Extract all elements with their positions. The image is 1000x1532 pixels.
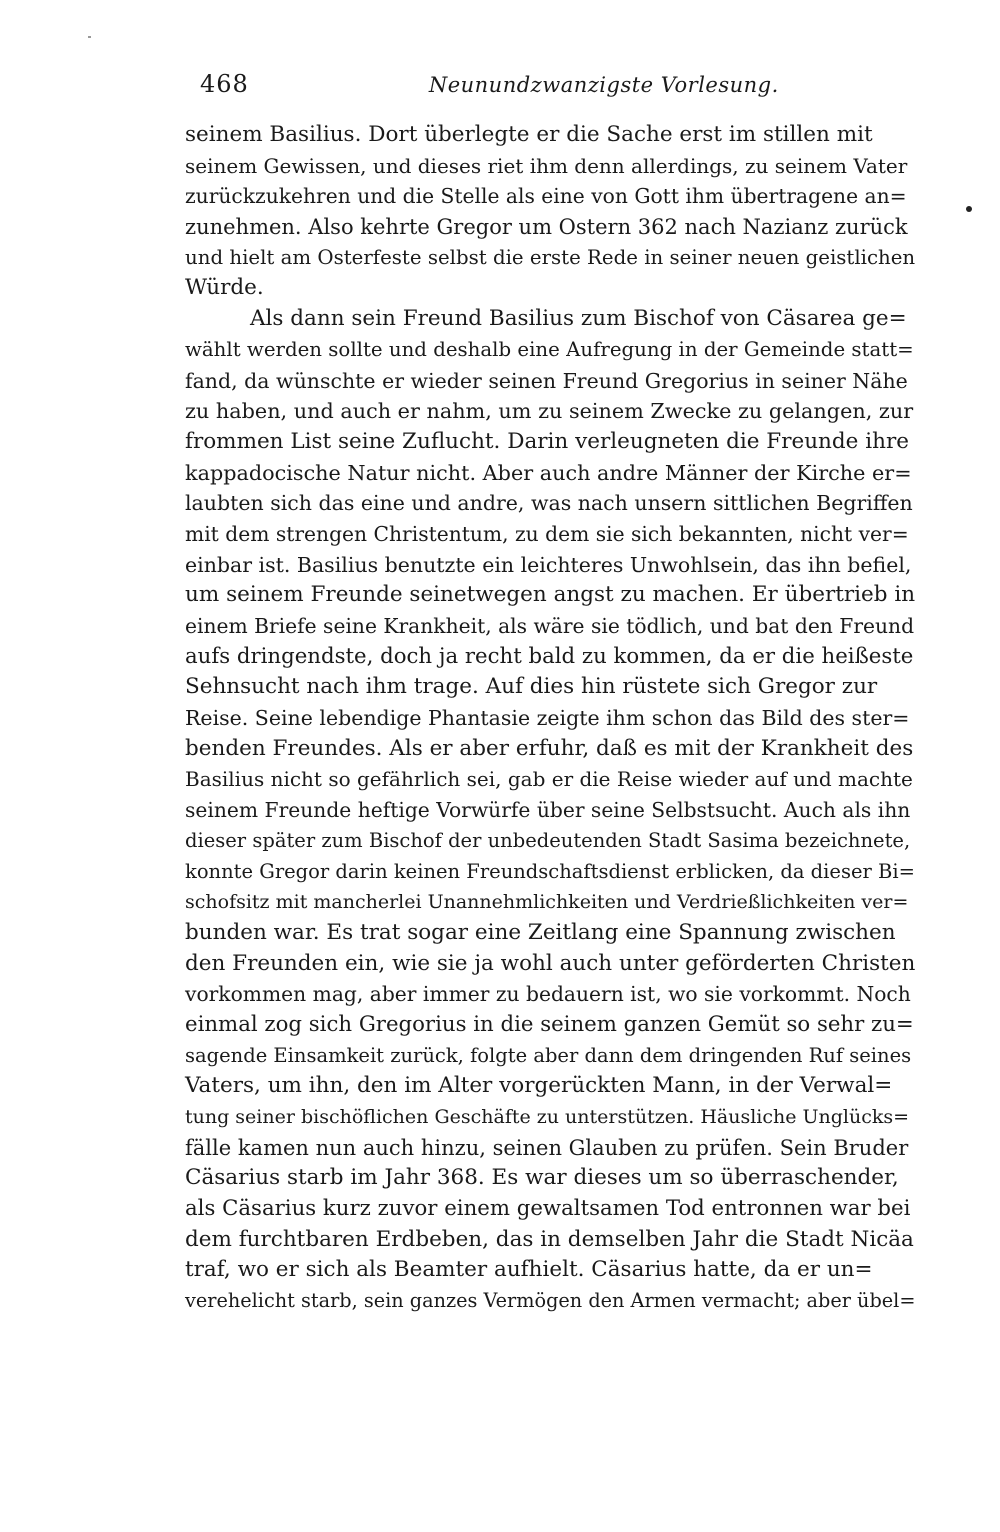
page-number: 468 xyxy=(200,70,249,98)
text-line: bunden war. Es trat sogar eine Zeitlang eine Spannung zwischen xyxy=(185,919,896,945)
text-line: Cäsarius starb im Jahr 368. Es war dieses um so überraschender, xyxy=(185,1165,899,1191)
text-line: wählt werden sollte und deshalb eine Aufregung in der Gemeinde statt= xyxy=(185,337,914,361)
text-line: als Cäsarius kurz zuvor einem gewaltsamen Tod entronnen war bei xyxy=(185,1196,911,1222)
text-line: Vaters, um ihn, den im Alter vorgerückten Mann, in der Verwal= xyxy=(185,1073,893,1099)
margin-dot xyxy=(966,206,972,212)
text-line: und hielt am Osterfeste selbst die erste Rede in seiner neuen geistlichen xyxy=(185,245,916,269)
text-line: konnte Gregor darin keinen Freundschaftsdienst erblicken, da dieser Bi= xyxy=(185,859,915,883)
text-line: zunehmen. Also kehrte Gregor um Ostern 362 nach Nazianz zurück xyxy=(185,215,908,240)
text-line: um seinem Freunde seinetwegen angst zu machen. Er übertrieb in xyxy=(185,582,916,608)
paragraph-start-line: Als dann sein Freund Basilius zum Bischof von Cäsarea ge= xyxy=(250,306,907,332)
text-line: schofsitz mit mancherlei Unannehmlichkeiten und Verdrießlichkeiten ver= xyxy=(185,891,909,914)
text-line: fälle kamen nun auch hinzu, seinen Glauben zu prüfen. Sein Bruder xyxy=(185,1135,909,1160)
text-line: sagende Einsamkeit zurück, folgte aber dann dem dringenden Ruf seines xyxy=(185,1043,912,1067)
text-line: Sehnsucht nach ihm trage. Auf dies hin rüstete sich Gregor zur xyxy=(185,674,878,700)
text-line: traf, wo er sich als Beamter aufhielt. Cäsarius hatte, da er un= xyxy=(185,1257,873,1283)
text-line: einbar ist. Basilius benutzte ein leichteres Unwohlsein, das ihn befiel, xyxy=(185,552,912,577)
running-head: Neunundzwanzigste Vorlesung. xyxy=(428,73,779,97)
text-line: einem Briefe seine Krankheit, als wäre sie tödlich, und bat den Freund xyxy=(185,614,915,638)
text-line: tung seiner bischöflichen Geschäfte zu unterstützen. Häusliche Unglücks= xyxy=(185,1106,910,1128)
text-line: verehelicht starb, sein ganzes Vermögen den Armen vermacht; aber übel= xyxy=(185,1289,916,1313)
body-text xyxy=(185,120,915,1317)
text-line: benden Freundes. Als er aber erfuhr, daß es mit der Krankheit des xyxy=(185,735,914,761)
text-line: seinem Gewissen, und dieses riet ihm denn allerdings, zu seinem Vater xyxy=(185,153,908,178)
text-line: fand, da wünschte er wieder seinen Freund Gregorius in seiner Nähe xyxy=(185,368,908,393)
page-header xyxy=(200,70,910,110)
text-line: seinem Freunde heftige Vorwürfe über seine Selbstsucht. Auch als ihn xyxy=(185,798,911,823)
text-line: zurückzukehren und die Stelle als eine von Gott ihm übertragene an= xyxy=(185,184,907,209)
text-line: einmal zog sich Gregorius in die seinem ganzen Gemüt so sehr zu= xyxy=(185,1011,914,1037)
text-line: laubten sich das eine und andre, was nach unsern sittlichen Begriffen xyxy=(185,491,913,516)
text-line: den Freunden ein, wie sie ja wohl auch unter geförderten Christen xyxy=(185,950,916,976)
text-line: frommen List seine Zuflucht. Darin verleugneten die Freunde ihre xyxy=(185,428,909,454)
text-line: dem furchtbaren Erdbeben, das in demselben Jahr die Stadt Nicäa xyxy=(185,1226,914,1252)
text-line: zu haben, und auch er nahm, um zu seinem Zwecke zu gelangen, zur xyxy=(185,399,914,424)
text-line: aufs dringendste, doch ja recht bald zu kommen, da er die heißeste xyxy=(185,643,914,669)
text-line: Basilius nicht so gefährlich sei, gab er die Reise wieder auf und machte xyxy=(185,767,913,792)
text-line: Reise. Seine lebendige Phantasie zeigte ihm schon das Bild des ster= xyxy=(185,706,910,731)
text-line: vorkommen mag, aber immer zu bedauern ist, wo sie vorkommt. Noch xyxy=(185,982,911,1007)
text-line: dieser später zum Bischof der unbedeutenden Stadt Sasima bezeichnete, xyxy=(185,828,911,852)
text-line: kappadocische Natur nicht. Aber auch andre Männer der Kirche er= xyxy=(185,460,912,485)
paper-speck xyxy=(88,36,91,38)
text-line: mit dem strengen Christentum, zu dem sie sich bekannten, nicht ver= xyxy=(185,521,909,546)
text-line: seinem Basilius. Dort überlegte er die Sache erst im stillen mit xyxy=(185,122,873,147)
text-line: Würde. xyxy=(185,275,264,301)
